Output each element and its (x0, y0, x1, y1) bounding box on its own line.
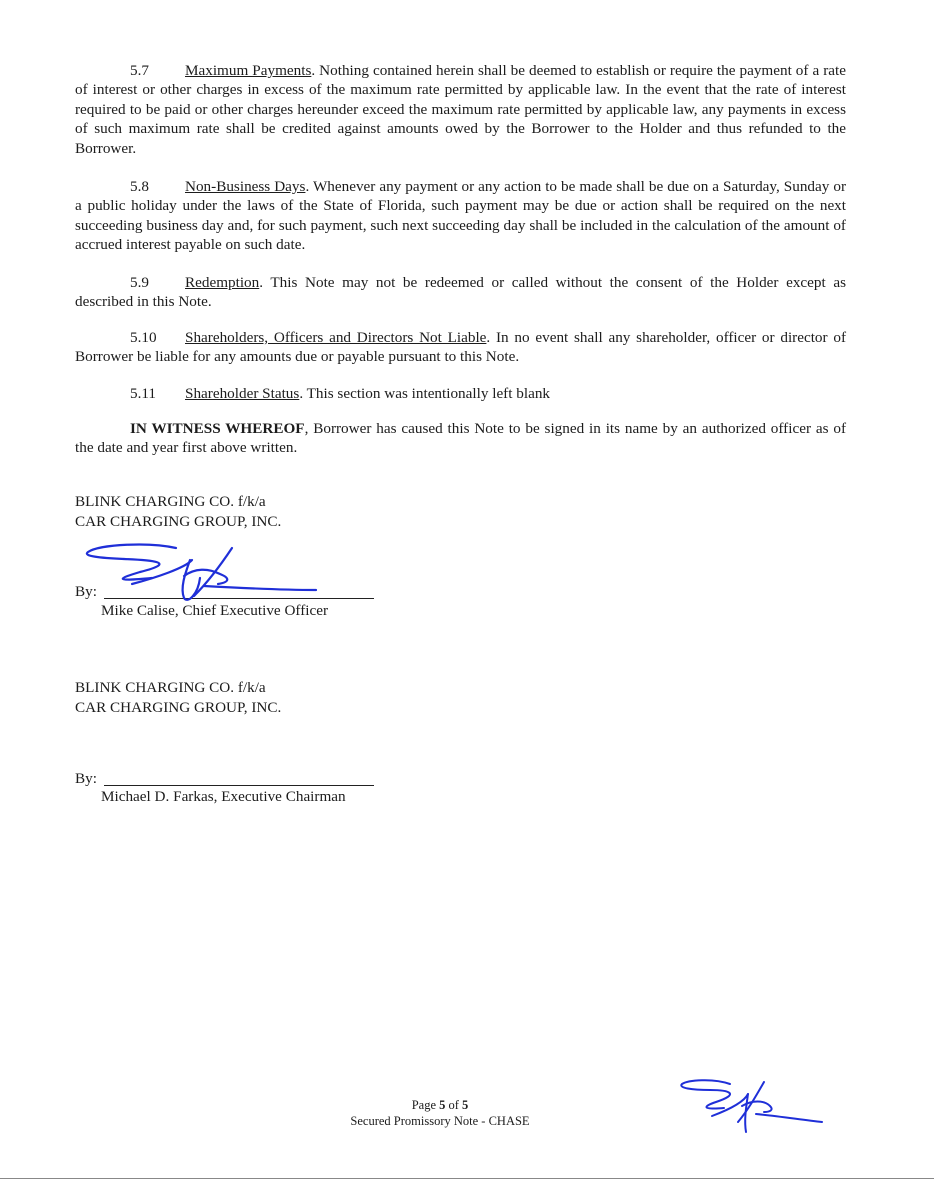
section-heading: Shareholder Status (185, 385, 300, 402)
handwritten-signature (80, 538, 330, 608)
company-line-1: BLINK CHARGING CO. f/k/a (75, 679, 266, 696)
signer-name: Michael D. Farkas, Executive Chairman (101, 788, 346, 805)
section-text: . This Note may not be redeemed or called without the consent of the Holder except as described in this Note. (75, 274, 846, 311)
page-footer (340, 1097, 540, 1129)
section-number: 5.11 (130, 385, 157, 402)
company-line-2: CAR CHARGING GROUP, INC. (75, 698, 282, 716)
section-5-7 (75, 61, 846, 158)
section-5-10 (75, 328, 846, 367)
witness-paragraph (75, 419, 846, 458)
section-heading: Maximum Payments (185, 62, 312, 79)
section-number: 5.7 (130, 62, 149, 79)
by-label: By: (75, 583, 97, 600)
signer-name: Mike Calise, Chief Executive Officer (101, 602, 329, 619)
witness-lead: IN WITNESS WHEREOF (130, 420, 305, 437)
section-number: 5.9 (130, 274, 149, 291)
section-heading: Redemption (185, 274, 260, 291)
signature-line (104, 785, 374, 786)
signature-block-2 (75, 678, 281, 717)
company-line-2: CAR CHARGING GROUP, INC. (75, 512, 282, 530)
section-text: . Nothing contained herein shall be deemed to establish or require the payment of a rate of interest or other charges in excess of the maximum rate permitted by applicable law. In the event that the rate of interest required to be paid or other charges hereunder exceed the maximum rate permitted by applicable law, any payments in excess of such maximum rate shall be credited against amounts owed by the Borrower to the Holder and thus refunded to the Borrower. (75, 62, 846, 157)
section-number: 5.8 (130, 178, 149, 195)
bottom-edge-line (0, 1178, 934, 1179)
company-line-1: BLINK CHARGING CO. f/k/a (75, 493, 266, 510)
page-number: Page 5 of 5 (411, 1098, 469, 1112)
document-title: Secured Promissory Note - CHASE (350, 1114, 530, 1128)
section-number: 5.10 (130, 329, 157, 346)
section-heading: Shareholders, Officers and Directors Not Liable (185, 329, 487, 346)
by-label: By: (75, 770, 97, 787)
section-5-9 (75, 273, 846, 312)
section-heading: Non-Business Days (185, 178, 306, 195)
section-5-8 (75, 177, 846, 255)
section-text: . In no event shall any shareholder, officer or director of Borrower be liable for any amounts due or payable pursuant to this Note. (75, 329, 846, 366)
section-text: . Whenever any payment or any action to be made shall be due on a Saturday, Sunday or a public holiday under the laws of the State of Florida, such payment may be due or action shall be required on the next succeeding business day and, for such payment, such next succeeding day shall be included in the calculation of the amount of accrued interest payable on such date. (75, 178, 847, 254)
section-text: . This section was intentionally left blank (299, 385, 551, 402)
section-5-11 (75, 384, 846, 403)
signature-block-1 (75, 492, 281, 531)
initials-signature (678, 1076, 828, 1136)
witness-text: , Borrower has caused this Note to be signed in its name by an authorized officer as of the date and year first above written. (75, 420, 846, 457)
